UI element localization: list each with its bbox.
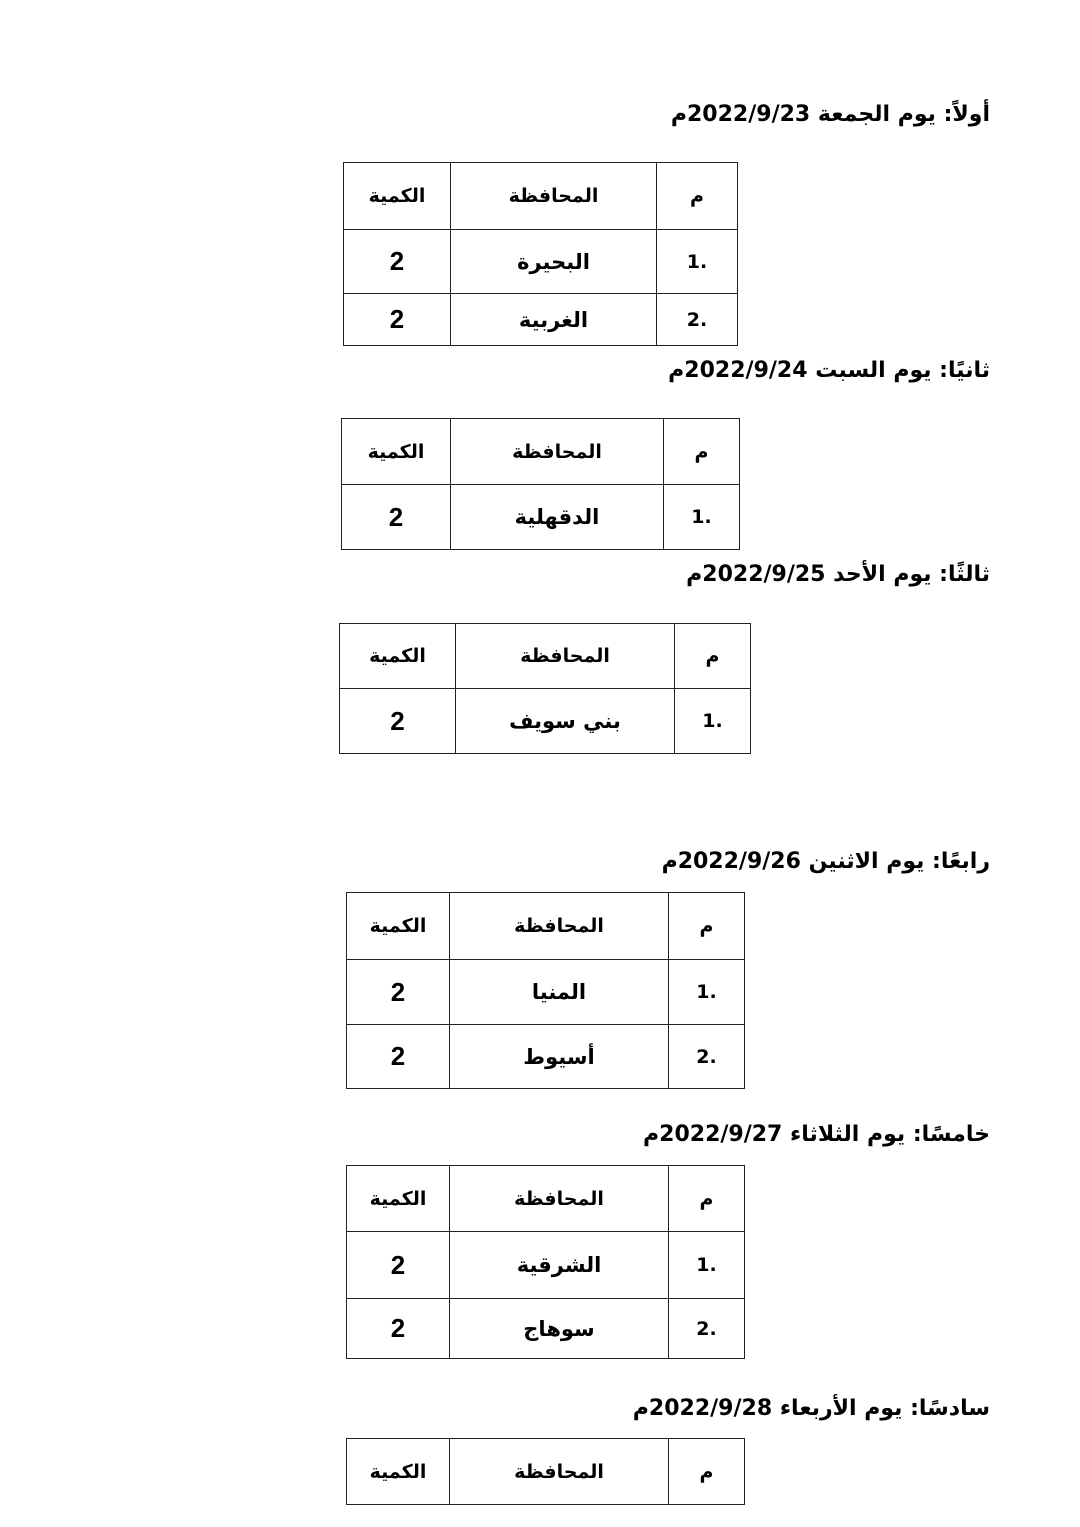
row-quantity: 2	[344, 294, 451, 346]
distribution-table	[339, 623, 751, 754]
section-ordinal: أولاً:	[943, 102, 990, 127]
section-heading	[633, 1398, 990, 1420]
section-heading	[662, 851, 990, 873]
section-date: 2022/9/24م	[668, 358, 808, 383]
row-index: 2.	[669, 1025, 745, 1089]
row-quantity: 2	[340, 689, 456, 754]
row-index: 2.	[657, 294, 738, 346]
table-row	[344, 294, 738, 346]
table-row	[340, 689, 751, 754]
header-index: م	[657, 163, 738, 230]
row-governorate: بني سويف	[456, 689, 675, 754]
table-header-row	[347, 893, 745, 960]
header-governorate: المحافظة	[451, 163, 657, 230]
row-quantity: 2	[347, 960, 450, 1025]
section-date: 2022/9/27م	[643, 1122, 783, 1147]
header-governorate: المحافظة	[450, 893, 669, 960]
section-date: 2022/9/26م	[661, 849, 801, 874]
row-governorate: سوهاج	[450, 1299, 669, 1359]
row-governorate: الغربية	[451, 294, 657, 346]
row-quantity: 2	[347, 1299, 450, 1359]
section-heading	[643, 1124, 990, 1146]
table-row	[344, 230, 738, 294]
table-row	[347, 1232, 745, 1299]
section-ordinal: ثانيًا:	[939, 358, 990, 383]
table-header-row	[344, 163, 738, 230]
section-date: 2022/9/28م	[632, 1396, 773, 1421]
section-day: يوم الثلاثاء	[790, 1122, 906, 1147]
section-day: يوم الأحد	[833, 562, 932, 587]
header-index: م	[669, 1166, 745, 1232]
row-quantity: 2	[344, 230, 451, 294]
section-ordinal: خامسًا:	[912, 1122, 990, 1147]
row-index: 1.	[657, 230, 738, 294]
section-ordinal: ثالثًا:	[939, 562, 990, 587]
distribution-table	[346, 1165, 745, 1359]
row-index: 1.	[669, 1232, 745, 1299]
header-index: م	[675, 624, 751, 689]
section-date: 2022/9/25م	[686, 562, 826, 587]
row-quantity: 2	[347, 1025, 450, 1089]
section-day: يوم الأربعاء	[779, 1396, 903, 1421]
header-quantity: الكمية	[347, 893, 450, 960]
distribution-table	[343, 162, 738, 346]
row-index: 1.	[675, 689, 751, 754]
header-quantity: الكمية	[344, 163, 451, 230]
row-governorate: الشرقية	[450, 1232, 669, 1299]
table-header-row	[340, 624, 751, 689]
header-quantity: الكمية	[347, 1166, 450, 1232]
row-quantity: 2	[342, 485, 451, 550]
section-heading	[671, 104, 990, 126]
header-governorate: المحافظة	[451, 419, 664, 485]
header-index: م	[669, 1439, 745, 1505]
section-heading	[686, 564, 990, 586]
header-index: م	[664, 419, 740, 485]
table-row	[342, 485, 740, 550]
distribution-table	[346, 1438, 745, 1505]
section-date: 2022/9/23م	[670, 102, 811, 127]
row-index: 1.	[664, 485, 740, 550]
row-governorate: المنيا	[450, 960, 669, 1025]
section-ordinal: سادسًا:	[910, 1396, 990, 1421]
section-day: يوم الجمعة	[817, 102, 936, 127]
header-index: م	[669, 893, 745, 960]
section-ordinal: رابعًا:	[932, 849, 990, 874]
distribution-table	[341, 418, 740, 550]
table-row	[347, 960, 745, 1025]
row-quantity: 2	[347, 1232, 450, 1299]
section-heading	[668, 360, 990, 382]
table-header-row	[347, 1166, 745, 1232]
table-header-row	[342, 419, 740, 485]
distribution-table	[346, 892, 745, 1089]
header-governorate: المحافظة	[450, 1439, 669, 1505]
table-row	[347, 1025, 745, 1089]
header-governorate: المحافظة	[450, 1166, 669, 1232]
table-header-row	[347, 1439, 745, 1505]
header-quantity: الكمية	[340, 624, 456, 689]
row-index: 1.	[669, 960, 745, 1025]
header-quantity: الكمية	[347, 1439, 450, 1505]
row-governorate: الدقهلية	[451, 485, 664, 550]
row-governorate: البحيرة	[451, 230, 657, 294]
table-row	[347, 1299, 745, 1359]
section-day: يوم الاثنين	[808, 849, 925, 874]
row-index: 2.	[669, 1299, 745, 1359]
header-quantity: الكمية	[342, 419, 451, 485]
section-day: يوم السبت	[815, 358, 932, 383]
header-governorate: المحافظة	[456, 624, 675, 689]
row-governorate: أسيوط	[450, 1025, 669, 1089]
